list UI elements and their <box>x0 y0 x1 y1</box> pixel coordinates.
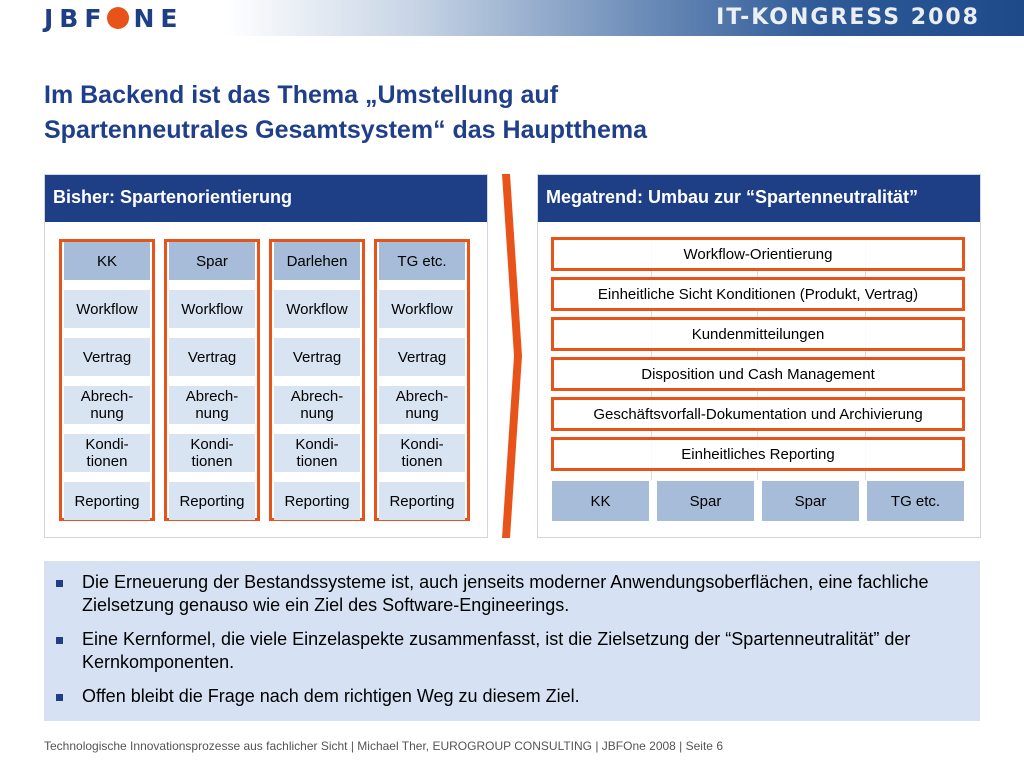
sparte-cell: Kondi- tionen <box>64 434 150 472</box>
slide-title-line-2: Spartenneutrales Gesamtsystem“ das Hauptthema <box>44 116 647 144</box>
layer-bar: Einheitliches Reporting <box>551 437 965 471</box>
sparte-cell: Workflow <box>169 290 255 328</box>
bullet-item-2: Eine Kernformel, die viele Einzelaspekte zusammenfasst, ist die Zielsetzung der “Spartenneutralität” der Kernkomponenten. <box>82 628 960 674</box>
slide-title <box>44 78 944 148</box>
bullet-item-3: Offen bleibt die Frage nach dem richtigen Weg zu diesem Ziel. <box>82 685 960 708</box>
bullet-item-1: Die Erneuerung der Bestandssysteme ist, auch jenseits moderner Anwendungsoberflächen, eine fachliche Zielsetzung genauso wie ein Ziel des Software-Engineerings. <box>82 571 960 617</box>
sparte-cell: Vertrag <box>274 338 360 376</box>
base-cell: TG etc. <box>867 481 964 521</box>
left-panel <box>44 174 488 538</box>
base-cell: Spar <box>762 481 859 521</box>
sparte-cell: Reporting <box>64 482 150 520</box>
layer-bar: Kundenmitteilungen <box>551 317 965 351</box>
right-panel-heading: Megatrend: Umbau zur “Spartenneutralität” <box>538 175 980 222</box>
sparte-cell: Abrech- nung <box>274 386 360 424</box>
sparte-column-label: TG etc. <box>379 242 465 280</box>
sparte-cell: Vertrag <box>64 338 150 376</box>
sparte-cell: Abrech- nung <box>379 386 465 424</box>
logo-circle-icon <box>107 7 129 29</box>
sparte-cell: Abrech- nung <box>64 386 150 424</box>
sparte-cell: Workflow <box>64 290 150 328</box>
footer-text: Technologische Innovationsprozesse aus fachlicher Sicht | Michael Ther, EUROGROUP CONSULTING | JBFOne 2008 | Seite 6 <box>44 739 723 753</box>
sparte-cell: Vertrag <box>379 338 465 376</box>
layer-bar: Disposition und Cash Management <box>551 357 965 391</box>
sparte-cell: Reporting <box>379 482 465 520</box>
logo-text-right: NE <box>133 3 184 33</box>
sparte-column <box>374 239 470 521</box>
sparte-cell: Workflow <box>274 290 360 328</box>
sparte-column <box>164 239 260 521</box>
layer-bar: Einheitliche Sicht Konditionen (Produkt, Vertrag) <box>551 277 965 311</box>
logo-text-left: JBF <box>44 3 108 33</box>
sparte-cell: Vertrag <box>169 338 255 376</box>
layer-bar: Workflow-Orientierung <box>551 237 965 271</box>
sparte-cell: Kondi- tionen <box>379 434 465 472</box>
sparte-column <box>269 239 365 521</box>
sparte-cell: Reporting <box>274 482 360 520</box>
jbfone-logo <box>44 5 183 31</box>
sparte-column-label: Darlehen <box>274 242 360 280</box>
sparte-column-label: KK <box>64 242 150 280</box>
bullet-box <box>44 561 980 721</box>
sparte-cell: Kondi- tionen <box>169 434 255 472</box>
sparte-cell: Abrech- nung <box>169 386 255 424</box>
header-band <box>0 0 1024 36</box>
sparte-column-label: Spar <box>169 242 255 280</box>
sparte-cell: Reporting <box>169 482 255 520</box>
sparte-column <box>59 239 155 521</box>
base-cell: KK <box>552 481 649 521</box>
arrow-right-icon <box>500 174 524 538</box>
left-panel-heading: Bisher: Spartenorientierung <box>45 175 487 222</box>
sparte-cell: Workflow <box>379 290 465 328</box>
congress-label: IT-KONGRESS 2008 <box>716 5 980 30</box>
layer-bar: Geschäftsvorfall-Dokumentation und Archivierung <box>551 397 965 431</box>
slide-title-line-1: Im Backend ist das Thema „Umstellung auf <box>44 81 559 109</box>
sparte-cell: Kondi- tionen <box>274 434 360 472</box>
base-cell: Spar <box>657 481 754 521</box>
